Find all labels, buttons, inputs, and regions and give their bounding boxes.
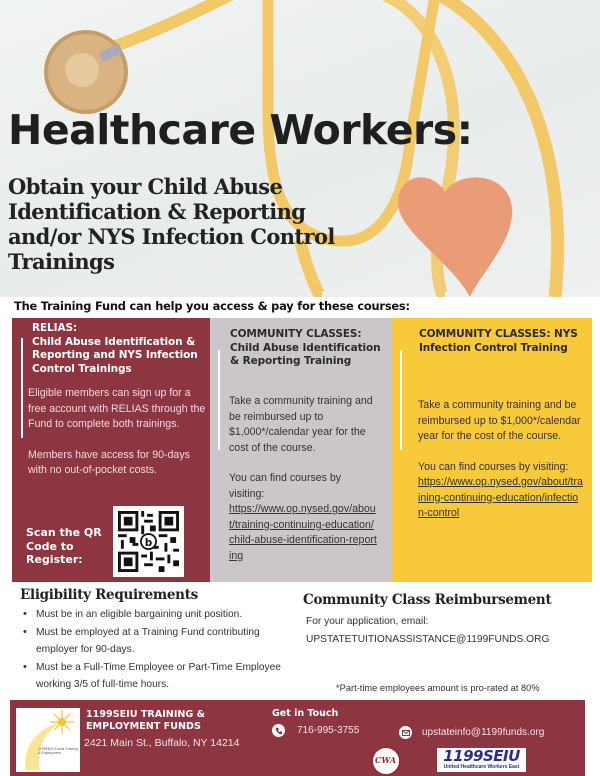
qr-code[interactable] [113,506,184,577]
divider-bar [218,350,220,450]
org-name: 1199SEIU TRAINING & EMPLOYMENT FUNDS [86,709,205,732]
relias-body: Eligible members can sign up for a free account with RELIAS through the Fund to complete both trainings. Members have access for 90-days with no out-of-pocket costs. [28,387,206,476]
child-abuse-body: Take a community training and be reimbursed up to $1,000*/calendar year for the cost of the course. You can find courses by visiting: https://www.op.nysed.gov/about/training-continuing-education/child-abuse-identification-reporting [229,395,377,562]
list-item: • Must be a Full-Time Employee or Part-Time Employee working 3/5 of full-time hours. [22,659,282,694]
envelope-icon [399,726,412,739]
divider-bar [400,350,402,450]
email-contact[interactable]: upstateinfo@1199funds.org [399,726,544,739]
training-fund-logo: 1199SEIU Funds Training & Employment [16,708,80,772]
reimbursement-title: Community Class Reimbursement [303,592,552,608]
page-title: Healthcare Workers: [8,106,473,154]
reimbursement-email[interactable]: UPSTATETUITIONASSISTANCE@1199FUNDS.ORG [306,634,550,645]
reimbursement-body: For your application, email: UPSTATETUITIONASSISTANCE@1199FUNDS.ORG [306,613,549,649]
qr-code-icon [118,511,179,572]
contact-heading: Get in Touch [272,708,339,719]
hero-banner [0,0,600,297]
child-abuse-column [210,318,392,582]
infection-control-heading: COMMUNITY CLASSES: NYS Infection Control Training [419,328,578,354]
phone-icon [272,724,285,737]
page-subtitle: Obtain your Child Abuse Identification & Reporting and/or NYS Infection Control Trainings [8,174,335,274]
qr-label: Scan the QR Code to Register: [26,526,102,566]
org-address: 2421 Main St., Buffalo, NY 14214 [84,737,240,749]
footer [10,700,585,776]
cwa-logo: CWA [371,746,401,776]
divider-bar [21,338,23,438]
relias-column [12,318,210,582]
list-item: • Must be employed at a Training Fund contributing employer for 90-days. [22,624,282,659]
child-abuse-course-link[interactable]: https://www.op.nysed.gov/about/training-continuing-education/child-abuse-identification-reporting [229,503,377,562]
infection-control-column [392,318,592,582]
relias-heading: RELIAS: Child Abuse Identification & Reporting and NYS Infection Control Trainings [32,322,198,375]
eligibility-list [22,606,282,694]
list-item: • Must be in an eligible bargaining unit position. [22,606,282,624]
child-abuse-heading: COMMUNITY CLASSES: Child Abuse Identification & Reporting Training [230,328,381,367]
intro-text: The Training Fund can help you access & pay for these courses: [14,299,410,313]
phone-contact[interactable]: 716-995-3755 [272,724,359,737]
infection-control-course-link[interactable]: https://www.op.nysed.gov/about/training-continuing-education/infection-control [418,476,583,519]
svg-text:b: b [144,536,153,549]
infection-control-body: Take a community training and be reimbursed up to $1,000*/calendar year for the cost of the course. You can find courses by visiting: https://www.op.nysed.gov/about/training-continuing-education/infection-control [418,399,583,519]
footnote: *Part-time employees amount is pro-rated at 80% [336,683,540,693]
eligibility-title: Eligibility Requirements [20,587,198,603]
seiu-logo: 1199SEIU United Healthcare Workers East [437,748,526,772]
sunburst-icon [16,708,80,772]
